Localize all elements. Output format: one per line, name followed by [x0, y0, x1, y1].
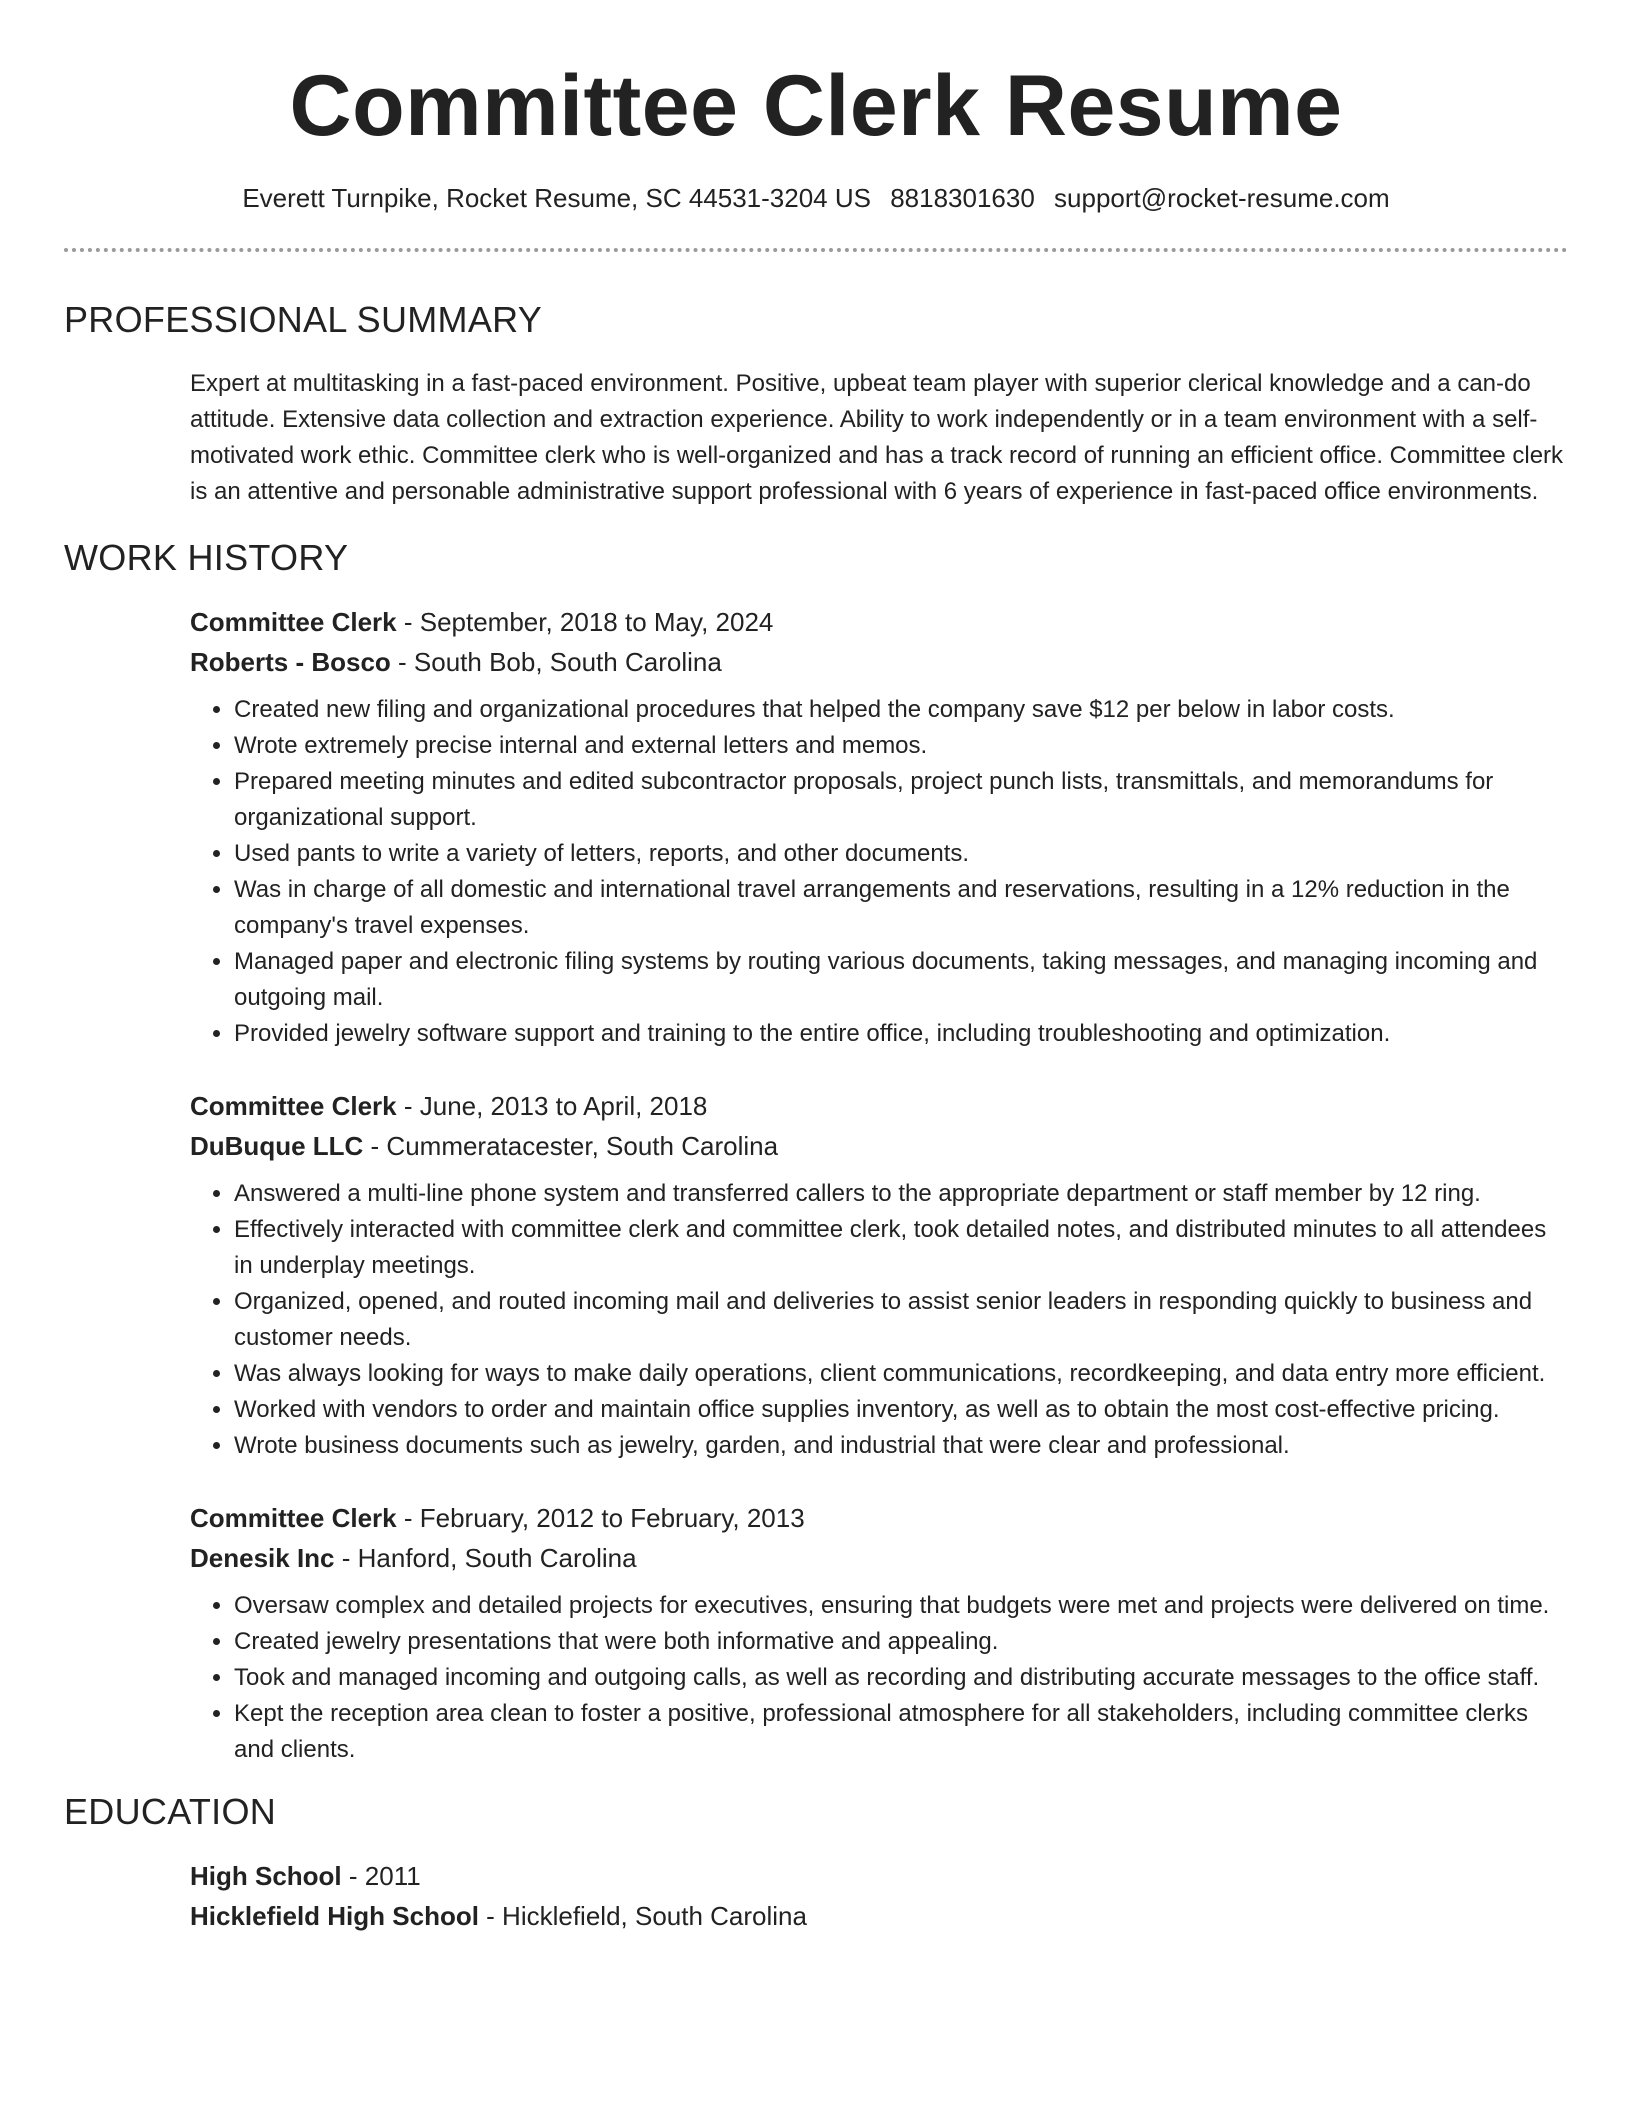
job-title-line [190, 1086, 1568, 1126]
job-bullet: • Wrote extremely precise internal and external letters and memos. [234, 728, 1568, 764]
job-location: - Hanford, South Carolina [334, 1543, 637, 1573]
work-history-section [64, 536, 1568, 1768]
job-location: - South Bob, South Carolina [390, 647, 722, 677]
degree: High School [190, 1861, 342, 1891]
education-heading: EDUCATION [64, 1791, 277, 1832]
job-bullet: • Provided jewelry software support and training to the entire office, including troubleshooting and optimization. [234, 1016, 1568, 1052]
job-bullet: • Answered a multi-line phone system and transferred callers to the appropriate department or staff member by 12 ring. [234, 1176, 1568, 1212]
education-section [64, 1790, 1568, 1936]
job-bullet-list [190, 1588, 1568, 1768]
summary-text: Expert at multitasking in a fast-paced environment. Positive, upbeat team player with superior clerical knowledge and a can-do attitude. Extensive data collection and extraction experience. Ability to work independently or in a team environment with a self-motivated work ethic. Committee clerk who is well-organized and has a track record of running an efficient office. Committee clerk is an attentive and personable administrative support professional with 6 years of experience in fast-paced office environments. [190, 370, 1564, 505]
summary-heading: PROFESSIONAL SUMMARY [64, 299, 543, 340]
job-bullet: • Was always looking for ways to make daily operations, client communications, recordkeeping, and data entry more efficient. [234, 1356, 1568, 1392]
degree-line [190, 1856, 1568, 1896]
job-company: Denesik Inc [190, 1543, 335, 1573]
graduation-year: - 2011 [341, 1861, 421, 1891]
job-bullet: • Was in charge of all domestic and international travel arrangements and reservations, resulting in a 12% reduction in the company's travel expenses. [234, 872, 1568, 944]
job-bullet: • Kept the reception area clean to foster a positive, professional atmosphere for all stakeholders, including committee clerks and clients. [234, 1696, 1568, 1768]
job-bullet: • Effectively interacted with committee clerk and committee clerk, took detailed notes, and distributed minutes to all attendees in underplay meetings. [234, 1212, 1568, 1284]
job-company-line [190, 1538, 1568, 1578]
job-company-line [190, 642, 1568, 682]
job-title: Committee Clerk [190, 607, 397, 637]
job-bullet: • Created jewelry presentations that were both informative and appealing. [234, 1624, 1568, 1660]
job-entry [190, 602, 1568, 1052]
job-bullet: • Took and managed incoming and outgoing calls, as well as recording and distributing accurate messages to the office staff. [234, 1660, 1568, 1696]
job-bullet: • Worked with vendors to order and maintain office supplies inventory, as well as to obtain the most cost-effective pricing. [234, 1392, 1568, 1428]
work-history-heading: WORK HISTORY [64, 537, 349, 578]
job-entry [190, 1086, 1568, 1464]
job-location: - Cummeratacester, South Carolina [363, 1131, 779, 1161]
job-title-line [190, 1498, 1568, 1538]
job-dates: - September, 2018 to May, 2024 [396, 607, 774, 637]
job-company: Roberts - Bosco [190, 647, 391, 677]
job-dates: - February, 2012 to February, 2013 [396, 1503, 805, 1533]
job-company-line [190, 1126, 1568, 1166]
job-bullet: • Oversaw complex and detailed projects for executives, ensuring that budgets were met and projects were delivered on time. [234, 1588, 1568, 1624]
job-entry [190, 1498, 1568, 1768]
education-entry [190, 1856, 1568, 1936]
job-title: Committee Clerk [190, 1091, 397, 1121]
job-dates: - June, 2013 to April, 2018 [396, 1091, 708, 1121]
school-name: Hicklefield High School [190, 1901, 479, 1931]
page-title: Committee Clerk Resume [289, 58, 1343, 154]
summary-section [64, 298, 1568, 510]
job-bullet: • Prepared meeting minutes and edited subcontractor proposals, project punch lists, transmittals, and memorandums for organizational support. [234, 764, 1568, 836]
contact-phone: 8818301630 [890, 183, 1035, 213]
job-title-line [190, 602, 1568, 642]
job-bullet: • Managed paper and electronic filing systems by routing various documents, taking messages, and managing incoming and outgoing mail. [234, 944, 1568, 1016]
header-divider [64, 248, 1568, 252]
job-bullet-list [190, 1176, 1568, 1464]
school-line [190, 1896, 1568, 1936]
contact-email: support@rocket-resume.com [1054, 183, 1390, 213]
contact-address: Everett Turnpike, Rocket Resume, SC 44531-3204 US [242, 183, 871, 213]
job-bullet: • Wrote business documents such as jewelry, garden, and industrial that were clear and professional. [234, 1428, 1568, 1464]
job-bullet: • Created new filing and organizational procedures that helped the company save $12 per below in labor costs. [234, 692, 1568, 728]
job-bullet-list [190, 692, 1568, 1052]
job-title: Committee Clerk [190, 1503, 397, 1533]
contact-line [64, 180, 1568, 216]
job-company: DuBuque LLC [190, 1131, 364, 1161]
school-location: - Hicklefield, South Carolina [478, 1901, 807, 1931]
job-bullet: • Used pants to write a variety of letters, reports, and other documents. [234, 836, 1568, 872]
job-bullet: • Organized, opened, and routed incoming mail and deliveries to assist senior leaders in responding quickly to business and customer needs. [234, 1284, 1568, 1356]
